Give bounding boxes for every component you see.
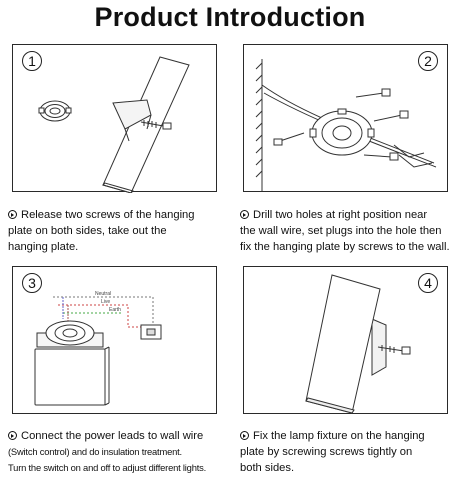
step-3-number: 3: [22, 273, 42, 293]
step-1-number: 1: [22, 51, 42, 71]
step-1-illustration: [13, 45, 218, 193]
wall-icon: [256, 59, 262, 191]
step-2-number: 2: [418, 51, 438, 71]
play-bullet-icon: [240, 210, 249, 219]
page-title: Product Introduction: [94, 2, 366, 32]
step-4-illustration: [244, 267, 449, 415]
step-3-illustration: [13, 267, 218, 415]
hanging-plate-icon: [37, 321, 103, 347]
step-4-number: 4: [418, 273, 438, 293]
step-3-caption: Connect the power leads to wall wire (Switch control) and do insulation treatment. Turn the switch on and off to adjust different lights.: [8, 430, 207, 473]
step-4-panel: [243, 266, 448, 414]
wire-label-earth: Earth: [109, 307, 121, 313]
step-3-panel: [12, 266, 217, 414]
lamp-panel-icon: [306, 275, 386, 413]
wire-label-live: Live: [101, 299, 111, 305]
play-bullet-icon: [8, 210, 17, 219]
wire-label-neutral: Neutral: [95, 291, 112, 297]
step-2-illustration: [244, 45, 449, 193]
step-4-caption: Fix the lamp fixture on the hanging plate by screwing screws tightly on both sides.: [240, 430, 425, 474]
switch-icon: [141, 325, 161, 339]
step-2-panel: [243, 44, 448, 192]
play-bullet-icon: [240, 431, 249, 440]
step-2-caption: Drill two holes at right position near the wall wire, set plugs into the hole then fix the hanging plate by screws to the wall.: [240, 209, 450, 253]
lamp-panel-icon: [103, 57, 189, 193]
hanging-plate-icon: [310, 109, 374, 155]
play-bullet-icon: [8, 431, 17, 440]
step-1-panel: [12, 44, 217, 192]
lamp-panel-icon: [35, 347, 109, 405]
hanging-plate-icon: [39, 101, 71, 121]
step-1-caption: Release two screws of the hanging plate on both sides, take out the hanging plate.: [8, 209, 195, 253]
